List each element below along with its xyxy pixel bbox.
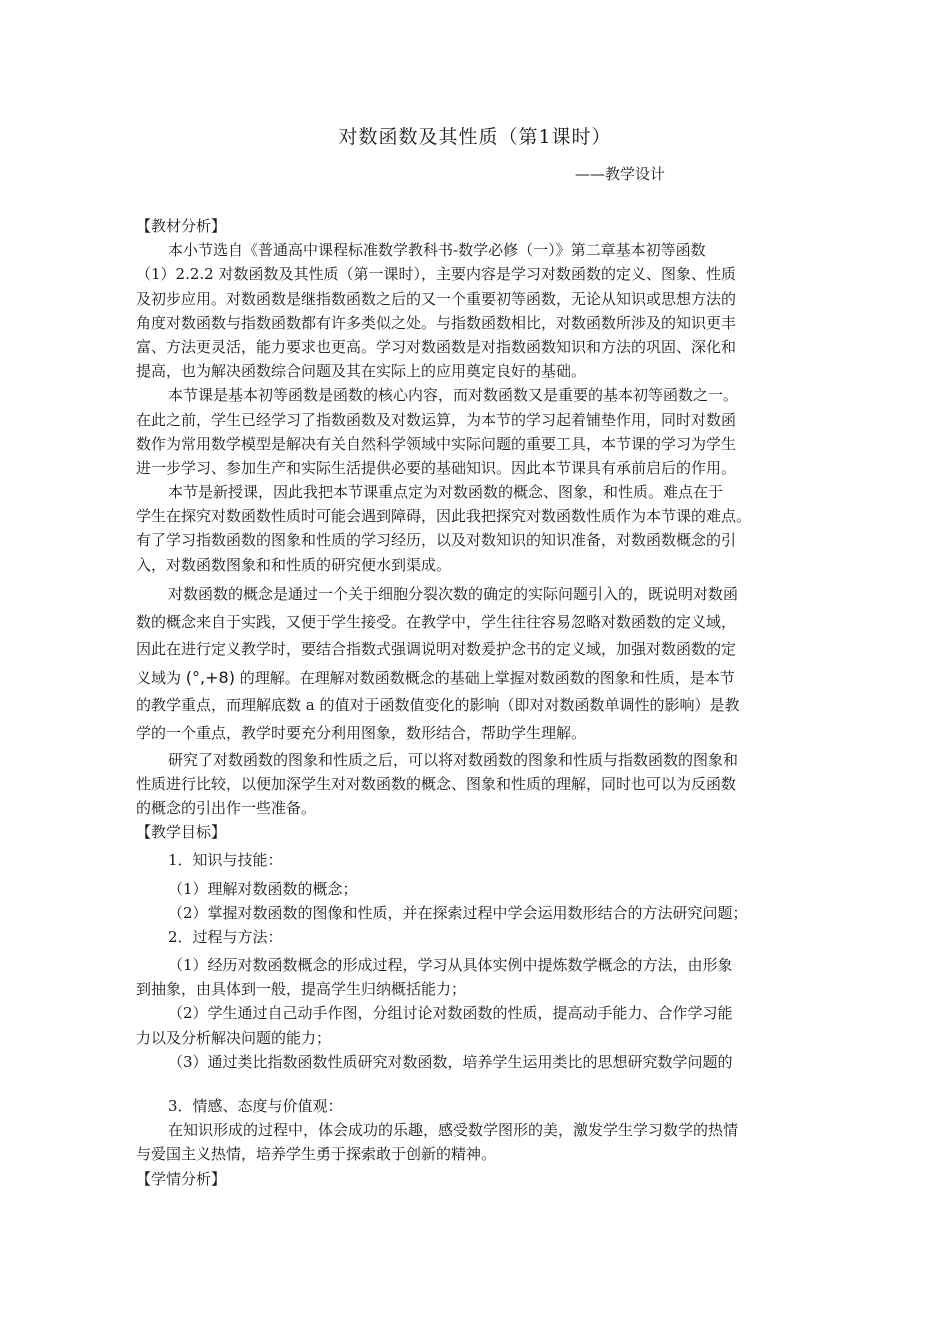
paragraph-line: 研究了对数函数的图象和性质之后，可以将对数函数的图象和性质与指数函数的图象和	[168, 750, 739, 769]
paragraph-line	[136, 664, 826, 692]
list-item: （1）经历对数函数概念的形成过程，学习从具体实例中提炼数学概念的方法，由形象	[168, 956, 733, 975]
paragraph-line: 数的概念来自于实践，又便于学生接受。在教学中，学生往往容易忽略对数函数的定义域，	[136, 612, 737, 631]
list-item: （3）通过类比指数函数性质研究对数函数，培养学生运用类比的思想研究数学问题的	[168, 1052, 733, 1071]
text-span: 的理解。在理解对数函数概念的基础上掌握对数函数的图象和性质，是本节	[239, 669, 735, 688]
document-subtitle: ——教学设计	[575, 165, 666, 183]
paragraph-line: 及初步应用。对数函数是继指数函数之后的又一个重要初等函数，无论从知识或思想方法的	[136, 289, 737, 308]
list-item-continuation: 到抽象，由具体到一般，提高学生归纳概括能力；	[136, 980, 467, 999]
document-title: 对数函数及其性质（第1课时）	[338, 126, 612, 148]
paragraph-line: 富、方法更灵活，能力要求也更高。学习对数函数是对指数函数知识和方法的巩固、深化和	[136, 337, 737, 356]
paragraph-line: 学生在探究对数函数性质时可能会遇到障碍，因此我把探究对数函数性质作为本节课的难点。	[136, 507, 752, 526]
paragraph-line: 有了学习指数函数的图象和性质的学习经历，以及对数知识的知识准备，对数函数概念的引	[136, 531, 737, 550]
paragraph-line: 本节是新授课，因此我把本节课重点定为对数函数的概念、图象，和性质。难点在于	[168, 483, 724, 502]
paragraph-line: 因此在进行定义教学时，要结合指数式强调说明对数爰护念书的定义域，加强对数函数的定	[136, 640, 737, 659]
paragraph-line: 本节课是基本初等函数是函数的核心内容，而对数函数又是重要的基本初等函数之一。	[168, 386, 739, 405]
paragraph-line: 提高，也为解决函数综合问题及其在实际上的应用奠定良好的基础。	[136, 362, 587, 381]
paragraph-line: 的概念的引出作一些准备。	[136, 798, 317, 817]
list-heading: 2．过程与方法：	[168, 927, 283, 946]
paragraph-line: 在此之前，学生已经学习了指数函数及对数运算，为本节的学习起着铺垫作用，同时对数函	[136, 410, 737, 429]
paragraph-line: 入，对数函数图象和和性质的研究便水到渠成。	[136, 555, 452, 574]
list-item: （1）理解对数函数的概念；	[168, 879, 358, 898]
list-item: （2）学生通过自己动手作图，分组讨论对数函数的性质，提高动手能力、合作学习能	[168, 1004, 733, 1023]
paragraph-line: 进一步学习、参加生产和实际生活提供必要的基础知识。因此本节课具有承前启后的作用。	[136, 458, 737, 477]
list-heading: 3．情感、态度与价值观：	[168, 1097, 343, 1116]
paragraph-line: 在知识形成的过程中，体会成功的乐趣，感受数学图形的美，激发学生学习数学的热情	[168, 1121, 739, 1140]
section-heading-teaching-goals: 【教学目标】	[136, 823, 227, 842]
list-item-continuation: 力以及分析解决问题的能力；	[136, 1028, 332, 1047]
paragraph-line: 学的一个重点，教学时要充分利用图象，数形结合，帮助学生理解。	[136, 723, 587, 742]
paragraph-line: 的教学重点，而理解底数 a 的值对于函数值变化的影响（即对对数函数单调性的影响）是教	[136, 696, 740, 714]
section-heading-textbook-analysis: 【教材分析】	[136, 217, 227, 235]
domain-formula: (°,+8)	[185, 668, 235, 688]
paragraph-line: 性质进行比较，以便加深学生对对数函数的概念、图象和性质的理解，同时也可以为反函数	[136, 774, 737, 793]
paragraph-line: 数作为常用数学模型是解决有关自然科学领域中实际问题的重要工具，本节课的学习为学生	[136, 434, 737, 453]
section-heading-student-analysis: 【学情分析】	[136, 1169, 227, 1188]
document-body	[136, 214, 826, 1191]
paragraph-line: 对数函数的概念是通过一个关于细胞分裂次数的确定的实际问题引入的，既说明对数函	[168, 584, 739, 603]
paragraph-line: 角度对数函数与指数函数都有许多类似之处。与指数函数相比，对数函数所涉及的知识更丰	[136, 313, 737, 332]
list-item: （2）掌握对数函数的图像和性质，并在探索过程中学会运用数形结合的方法研究问题；	[168, 903, 748, 922]
paragraph-line: 与爱国主义热情，培养学生勇于探索敢于创新的精神。	[136, 1145, 497, 1164]
paragraph-line: （1）2.2.2 对数函数及其性质（第一课时），主要内容是学习对数函数的定义、图象、性质	[136, 265, 736, 284]
text-span: 义域为	[136, 669, 182, 688]
paragraph-line: 本小节选自《普通高中课程标准数学教科书-数学必修（一）》第二章基本初等函数	[168, 241, 706, 260]
list-heading: 1．知识与技能：	[168, 851, 283, 870]
